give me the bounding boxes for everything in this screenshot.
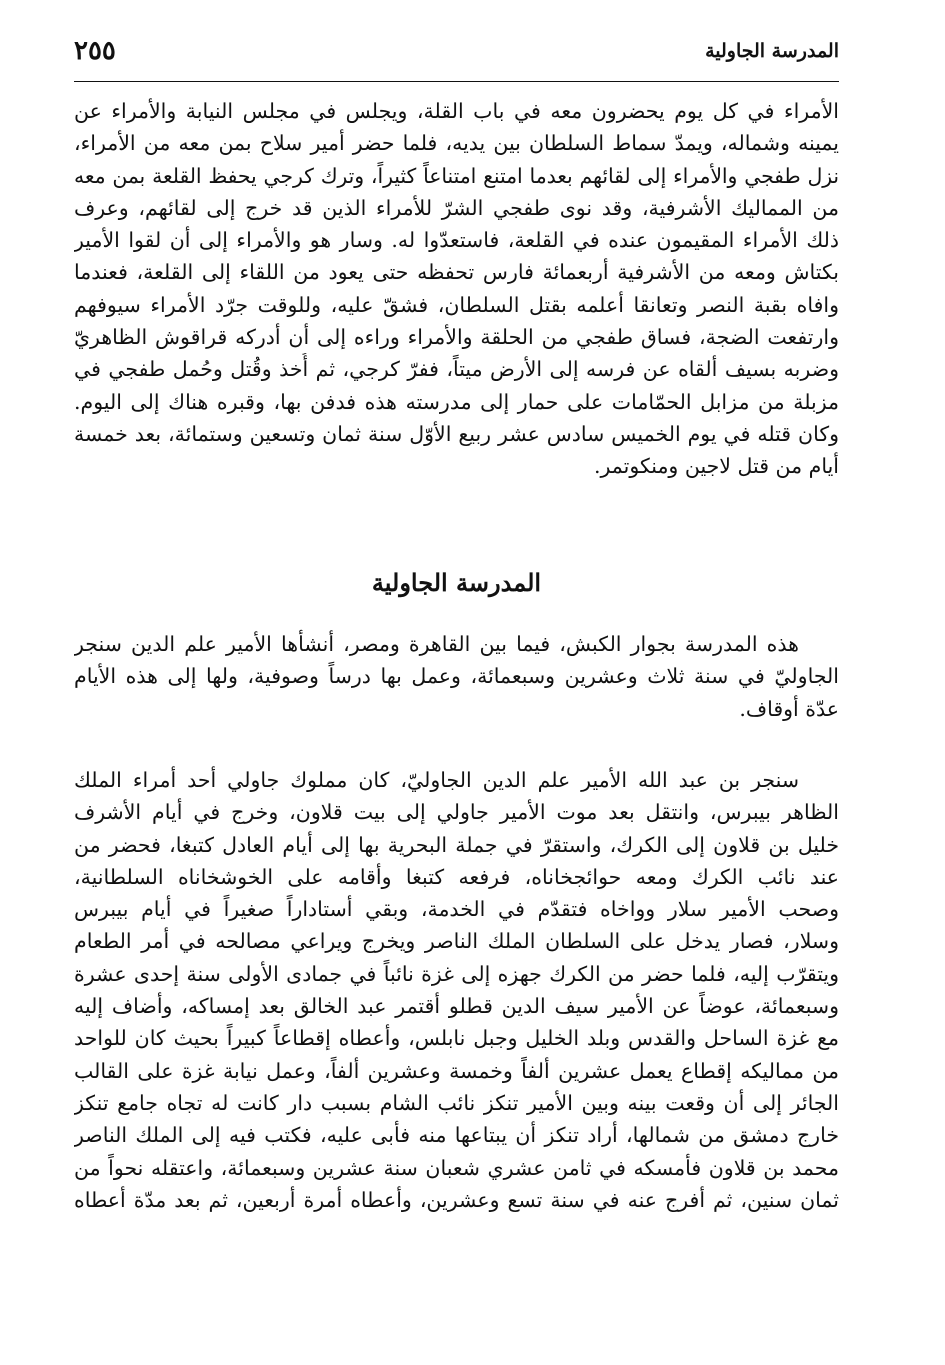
text-line: الجاوليّ في سنة ثلاث وعشرين وسبعمائة، وعمل بها درساً وصوفية، ولها إلى هذه الأيام	[74, 664, 839, 689]
paragraph-1	[74, 95, 839, 483]
header-rule	[74, 81, 839, 82]
text-line: ثمان سنين، ثم أفرج عنه في سنة تسع وعشرين، وأعطاه أمرة أربعين، ثم بعد مدّة أعطاه	[74, 1187, 839, 1212]
text-line: الجائر إلى أن وقعت بينه وبين الأمير تنكز نائب الشام بسبب دار كانت له تجاه جامع تنكز	[74, 1090, 839, 1115]
text-line: خارج دمشق من شمالها، أراد تنكز أن يبتاعها منه فأبى عليه، فكتب فيه إلى الملك الناصر	[74, 1123, 839, 1148]
text-line: نزل طفجي والأمراء إلى لقائهم بعدما امتنع امتناعاً كثيراً، وترك كرجي يحفظ القلعة بمن معه	[74, 163, 839, 188]
running-header	[74, 36, 839, 76]
text-line: هذه المدرسة بجوار الكبش، فيما بين القاهرة ومصر، أنشأها الأمير علم الدين سنجر	[74, 632, 799, 656]
text-line: مزبلة من مزابل الحمّامات على حمار إلى مدرسته هذه فدفن بها، وقبره هناك إلى اليوم.	[74, 389, 839, 414]
paragraph-2	[74, 628, 839, 725]
text-line: أيام من قتل لاجين ومنكوتمر.	[593, 454, 839, 479]
text-line: وكان قتله في يوم الخميس سادس عشر ربيع الأوّل سنة ثمان وتسعين وستمائة، بعد خمسة	[74, 421, 839, 446]
running-title: المدرسة الجاولية	[705, 40, 839, 62]
text-line: من المماليك الأشرفية، وقد نوى طفجي الشرّ للأمراء الذين قد خرج إلى لقائهم، وعرف	[74, 195, 839, 220]
text-line: الظاهر بيبرس، وانتقل بعد موت الأمير جاولي إلى بيت قلاون، وخرج في أيام الأشرف	[74, 800, 839, 825]
text-line: مع غزة الساحل والقدس وبلد الخليل وجبل نابلس، وأعطاه إقطاعاً كبيراً بحيث كان للواحد	[74, 1026, 839, 1051]
text-line: وضربه بسيف ألقاه عن فرسه إلى الأرض ميتاً، ففرّ كرجي، ثم أُخذ وقُتل وحُمل طفجي في	[74, 357, 839, 382]
text-line: وصحب الأمير سلار وواخاه فتقدّم في الخدمة، وبقي أستاداراً صغيراً في أيام بيبرس	[74, 897, 839, 922]
text-line: عند نائب الكرك ومعه حوائجخاناه، فرفعه كتبغا وأقامه على الخوشخاناه السلطانية،	[74, 864, 839, 889]
text-line: ويتقرّب إليه، فلما حضر من الكرك جهزه إلى غزة نائباً في جمادى الأولى سنة إحدى عشرة	[74, 961, 839, 986]
text-line: وسبعمائة، عوضاً عن الأمير سيف الدين قطلو أقتمر عبد الخالق بعد إمساكه، وأضاف إليه	[74, 994, 839, 1019]
text-line: وسلار، فصار يدخل على السلطان الملك الناصر ويخرج ويراعي مصالحه في أمر الطعام	[74, 929, 839, 954]
text-line: الأمراء في كل يوم يحضرون معه في باب القلة، ويجلس في مجلس النيابة والأمراء عن	[74, 99, 839, 123]
section-title: المدرسة الجاولية	[371, 568, 542, 597]
text-line: خليل بن قلاون إلى الكرك، واستقرّ في جملة البحرية بها إلى أيام العادل كتبغا، فحضر من	[74, 832, 839, 857]
text-line: ذلك الأمراء المقيمون عنده في القلعة، فاستعدّوا له. وسار هو والأمراء إلى أن لقوا الأمير	[74, 228, 839, 253]
text-line: يمينه وشماله، ويمدّ سماط السلطان بين يديه، فلما حضر أمير سلاح بمن معه من الأمراء،	[74, 131, 839, 156]
text-line: محمد بن قلاون فأمسكه في ثامن عشري شعبان سنة عشرين وسبعمائة، واعتقله نحواً من	[74, 1155, 839, 1180]
text-line: وارتفعت الضجة، فساق طفجي من الحلقة والأمراء وراءه إلى أن أدركه قراقوش الظاهريّ	[74, 325, 839, 350]
text-line: عدّة أوقاف.	[739, 696, 839, 721]
text-line: وافاه بقبة النصر وتعانقا أعلمه بقتل السلطان، فشقّ عليه، وللوقت جرّد الأمراء سيوفهم	[74, 292, 839, 317]
page-number: ٢٥٥	[74, 36, 116, 66]
text-line: بكتاش ومعه من الأشرفية أربعمائة فارس تحفظه حتى يعود من اللقاء إلى القلعة، فعندما	[74, 260, 839, 285]
text-line: سنجر بن عبد الله الأمير علم الدين الجاوليّ، كان مملوك جاولي أحد أمراء الملك	[74, 768, 799, 792]
text-line: من مماليكه إقطاع يعمل عشرين ألفاً وخمسة وعشرين ألفاً، وعمل نيابة غزة على القالب	[74, 1058, 839, 1083]
paragraph-3	[74, 764, 839, 1216]
